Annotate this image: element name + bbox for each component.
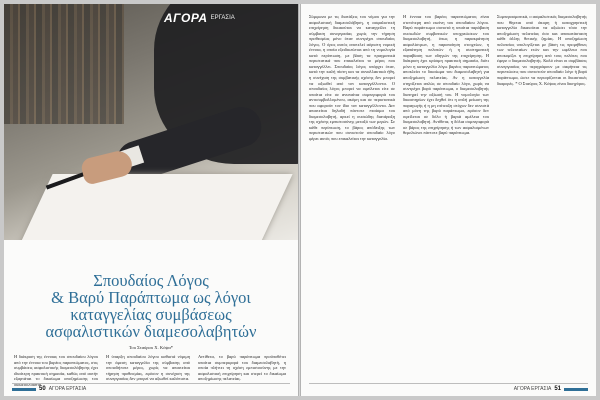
folio-bar (564, 388, 588, 391)
article-photo (4, 4, 298, 240)
folio-bar (12, 388, 36, 391)
text-column: Η ύπαρξη σπουδαίου λόγου καθιστά νόμιμη την άμεση καταγγελία της σύμβασης από οποιοδήποτε μέρος, χωρίς να απαιτείται τήρηση προθεσμίας, εφόσον η συνέχιση της συνεργασίας δεν μπορεί να αξιωθεί καλόπιστα. (106, 354, 190, 382)
right-page (301, 4, 596, 396)
text-column: Συμπερασματικά, ο ασφαλιστικός διαμεσολαβητής που θίγεται από άκυρη ή καταχρηστική καταγγελία δικαιούται να αξιώσει τόσο την αποζημίωση πελατείας όσο και αποκατάσταση κάθε άλλης θετικής ζημίας. Η αποζημίωση πελατείας υπολογίζεται με βάση τις προμήθειες των τελευταίων ετών και την ωφέλεια που αποκομίζει η επιχείρηση από τους πελάτες που έφερε ο διαμεσολαβητής. Καλό είναι οι συμβάσεις συνεργασίας να περιγράφουν με σαφήνεια τις περιπτώσεις που συνιστούν σπουδαίο λόγο ή βαρύ παράπτωμα, ώστε να περιορίζονται οι δικαστικές διαφορές. * Ο Σταύρος Χ. Κόψας είναι δικηγόρος. (497, 14, 587, 86)
folio-label: ΑΓΟΡΑ ΕΡΓΑΣΙΑ (513, 386, 552, 392)
folio-label: ΑΓΟΡΑ ΕΡΓΑΣΙΑ (48, 386, 87, 392)
byline: Του Σταύρου Χ. Κόψα* (128, 345, 174, 350)
title-line: & Βαρύ Παράπτωμα ως λόγοι (51, 288, 251, 307)
left-page (4, 4, 298, 396)
magazine-spread (4, 4, 596, 396)
title-line: καταγγελίας συμβάσεως (70, 305, 232, 324)
text-column: Αντίθετα, το βαρύ παράπτωμα προϋποθέτει υπαίτια συμπεριφορά του διαμεσολαβητή, η οποία πλήττει τη σχέση εμπιστοσύνης με την ασφαλιστική επιχείρηση και στερεί το δικαίωμα αποζημίωσης πελατείας. (198, 354, 286, 382)
article-title (18, 272, 284, 340)
title-line: Σπουδαίος Λόγος (93, 271, 209, 290)
page-number: 50 (39, 386, 46, 392)
text-column: Η έννοια του βαρέος παραπτώματος είναι στενότερη από εκείνη του σπουδαίου λόγου. Βαρύ παράπτωμα συνιστά η υπαίτια παράβαση ουσιωδών συμβατικών υποχρεώσεων του διαμεσολαβητή, όπως η παρακράτηση ασφαλίστρων, η παραποίηση στοιχείων, η εξαπάτηση πελατών ή η συστηματική παραβίαση των οδηγιών της επιχείρησης. Η διάκριση έχει κρίσιμη πρακτική σημασία, διότι μόνο η καταγγελία λόγω βαρέος παραπτώματος αποκλείει το δικαίωμα του διαμεσολαβητή για αποζημίωση πελατείας. Αν η καταγγελία στηρίζεται απλώς σε σπουδαίο λόγο, χωρίς να συντρέχει βαρύ παράπτωμα, ο διαμεσολαβητής διατηρεί την αξίωσή του. Η νομολογία των δικαστηρίων έχει δεχθεί ότι η απλή μείωση της παραγωγής ή η μη επίτευξη στόχων δεν συνιστά από μόνη της βαρύ παράπτωμα, εφόσον δεν οφείλεται σε δόλο ή βαριά αμέλεια του διαμεσολαβητή. Αντίθετα, η δόλια συμπεριφορά σε βάρος της επιχείρησης ή των ασφαλισμένων θεμελιώνει πάντοτε βαρύ παράπτωμα. (403, 14, 489, 136)
text-column: Η διάκριση της έννοιας του σπουδαίου λόγου από την έννοια του βαρέος παραπτώματος, στις συμβάσεις ασφαλιστικής διαμεσολάβησης έχει ιδιαίτερη πρακτική σημασία, καθώς από αυτήν εξαρτάται το δικαίωμα αποζημίωσης του (14, 354, 98, 382)
folio-right (514, 385, 588, 393)
text-column: Σύμφωνα με τις διατάξεις του νόμου για την ασφαλιστική διαμεσολάβηση, η ασφαλιστική επιχείρηση δικαιούται να καταγγείλει τη σύμβαση συνεργασίας χωρίς την τήρηση προθεσμίας μόνο όταν συντρέχει σπουδαίος λόγος. Ο όρος αυτός αποτελεί αόριστη νομική έννοια, η οποία εξειδικεύεται από τη νομολογία κατά περίπτωση, με βάση τα πραγματικά περιστατικά που επικαλείται το μέρος που καταγγέλλει. Σπουδαίος λόγος υπάρχει όταν, κατά την καλή πίστη και τα συναλλακτικά ήθη, η συνέχιση της συμβατικής σχέσης δεν μπορεί να αξιωθεί από τον καταγγέλλοντα. Ο σπουδαίος λόγος μπορεί να οφείλεται είτε σε υπαίτια είτε σε ανυπαίτια συμπεριφορά του αντισυμβαλλομένου, ακόμη και σε περιστατικά που αφορούν τον ίδιο τον καταγγέλλοντα. Δεν απαιτείται δηλαδή πάντοτε πταίσμα του διαμεσολαβητή, αρκεί η ουσιώδης διατάραξη της σχέσης εμπιστοσύνης μεταξύ των μερών. Σε κάθε περίπτωση, το βάρος απόδειξης των περιστατικών που συνιστούν σπουδαίο λόγο φέρει αυτός που επικαλείται την καταγγελία. (309, 14, 395, 142)
magazine-logo: ΑΓΟΡΑ ΕΡΓΑΣΙΑ (164, 11, 235, 25)
title-line: ασφαλιστικών διαμεσολαβητών (45, 322, 257, 341)
folio-left (12, 385, 86, 393)
page-number: 51 (554, 386, 561, 392)
